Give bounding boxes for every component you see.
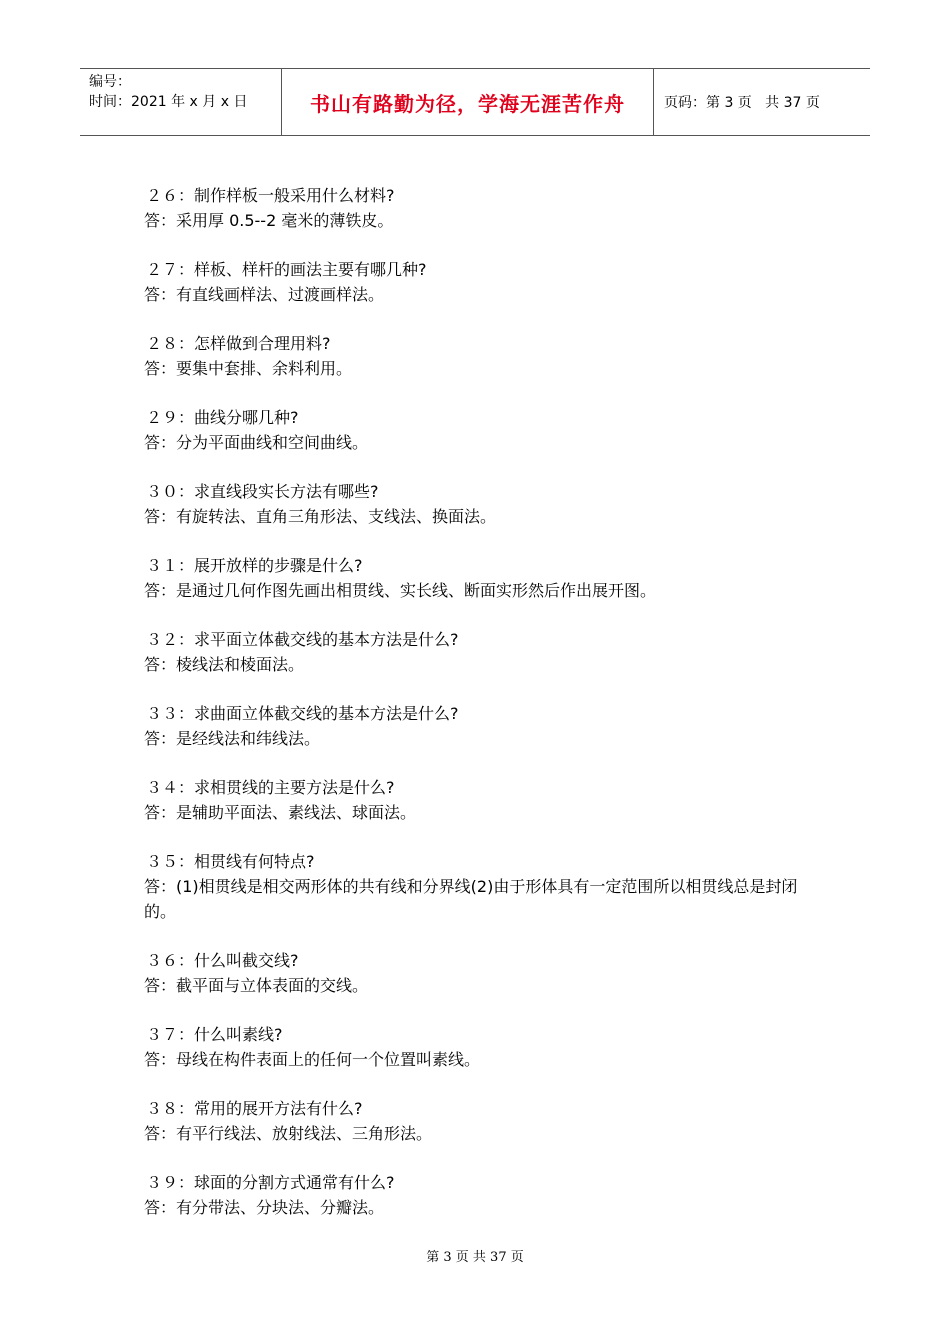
qa-item <box>144 1022 824 1072</box>
answer: 答：采用厚 0.5--2 毫米的薄铁皮。 <box>144 211 394 230</box>
question: ３９：球面的分割方式通常有什么? <box>146 1173 395 1192</box>
question: ３６：什么叫截交线? <box>146 951 299 970</box>
answer: 答：是经线法和纬线法。 <box>144 729 321 748</box>
answer: 答：截平面与立体表面的交线。 <box>144 976 369 995</box>
answer: 答：是辅助平面法、素线法、球面法。 <box>144 803 417 822</box>
header-page-info: 页码：第 3 页 共 37 页 <box>664 95 820 111</box>
page-footer: 第 3 页 共 37 页 <box>426 1250 524 1265</box>
qa-item <box>144 553 824 603</box>
question: ３３：求曲面立体截交线的基本方法是什么? <box>146 704 459 723</box>
question: ３０：求直线段实长方法有哪些? <box>146 482 379 501</box>
question: ３１：展开放样的步骤是什么? <box>146 556 363 575</box>
answer: 答：母线在构件表面上的任何一个位置叫素线。 <box>144 1050 481 1069</box>
qa-item <box>144 948 824 998</box>
question: ３５：相贯线有何特点? <box>146 852 315 871</box>
header-left-cell <box>80 69 282 135</box>
answer: 答：分为平面曲线和空间曲线。 <box>144 433 369 452</box>
qa-item <box>144 405 824 455</box>
number-label: 编号： <box>89 74 131 90</box>
qa-item <box>144 479 824 529</box>
qa-item <box>144 257 824 307</box>
answer: 答：有分带法、分块法、分瓣法。 <box>144 1198 385 1217</box>
answer: 答：是通过几何作图先画出相贯线、实长线、断面实形然后作出展开图。 <box>144 581 657 600</box>
answer: 答：有直线画样法、过渡画样法。 <box>144 285 385 304</box>
question: ３４：求相贯线的主要方法是什么? <box>146 778 395 797</box>
answer: 答：有旋转法、直角三角形法、支线法、换面法。 <box>144 507 497 526</box>
qa-item <box>144 1096 824 1146</box>
question: ２６：制作样板一般采用什么材料? <box>146 186 395 205</box>
header-motto-cell <box>282 69 654 135</box>
qa-item <box>144 701 824 751</box>
qa-item <box>144 627 824 677</box>
motto-text: 书山有路勤为径，学海无涯苦作舟 <box>310 91 625 116</box>
answer: 答：有平行线法、放射线法、三角形法。 <box>144 1124 433 1143</box>
qa-item <box>144 775 824 825</box>
qa-item <box>144 183 824 233</box>
qa-item <box>144 331 824 381</box>
time-label: 时间：2021 年 x 月 x 日 <box>89 94 248 110</box>
question: ２７：样板、样杆的画法主要有哪几种? <box>146 260 427 279</box>
page-header <box>80 68 870 136</box>
qa-item <box>144 849 824 924</box>
answer: 答：要集中套排、余料利用。 <box>144 359 353 378</box>
qa-item <box>144 1170 824 1220</box>
question: ３２：求平面立体截交线的基本方法是什么? <box>146 630 459 649</box>
question: ３７：什么叫素线? <box>146 1025 283 1044</box>
answer: 答：(1)相贯线是相交两形体的共有线和分界线(2)由于形体具有一定范围所以相贯线总是封闭的。 <box>144 877 798 921</box>
answer: 答：棱线法和棱面法。 <box>144 655 305 674</box>
qa-list <box>144 183 824 1244</box>
question: ３８：常用的展开方法有什么? <box>146 1099 363 1118</box>
question: ２８：怎样做到合理用料? <box>146 334 331 353</box>
question: ２９：曲线分哪几种? <box>146 408 299 427</box>
